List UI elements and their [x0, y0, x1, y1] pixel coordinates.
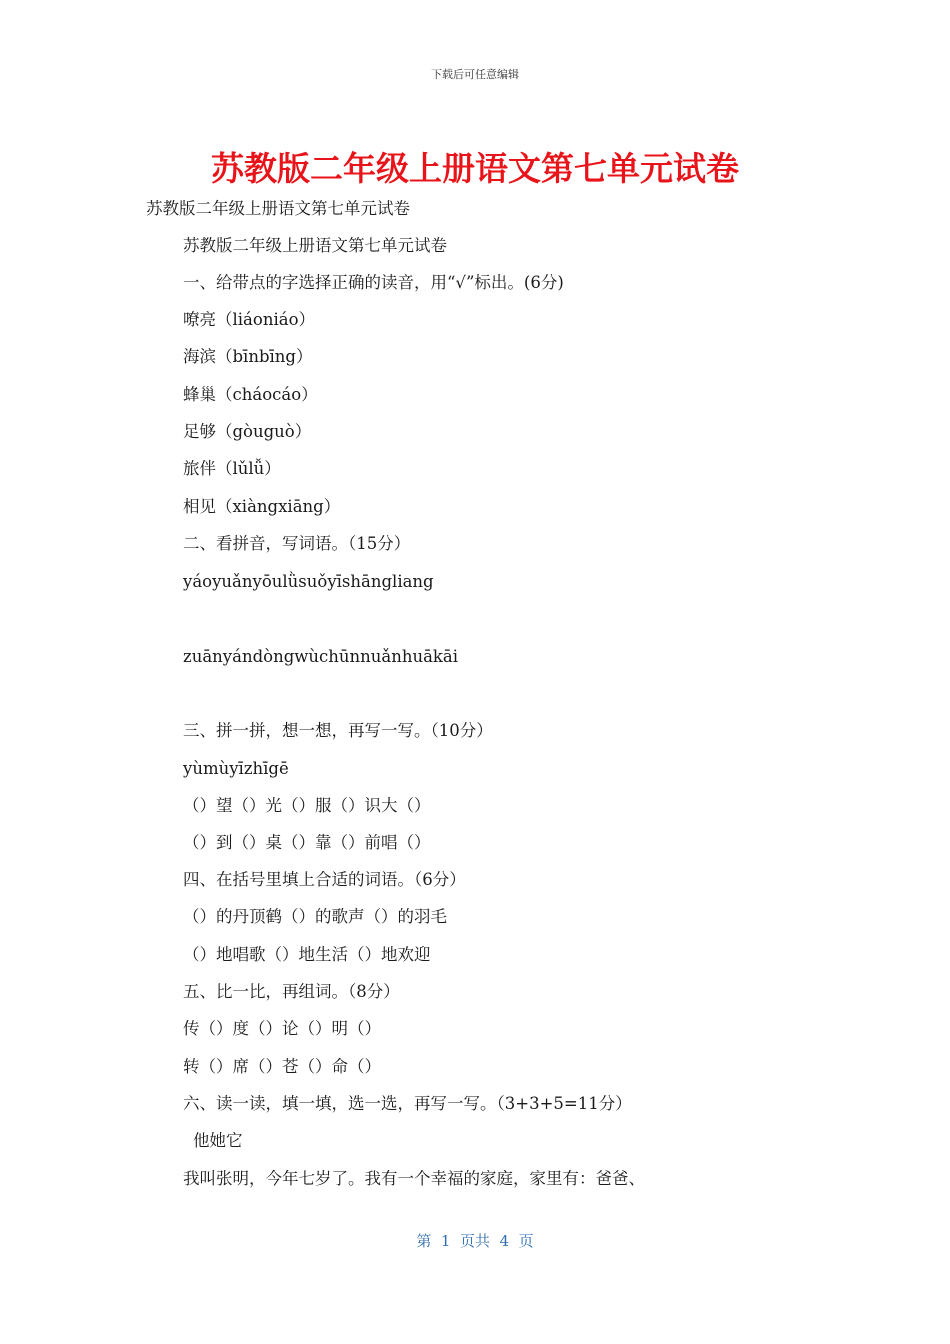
text-line: 他她它 [193, 1131, 243, 1150]
section-heading-4: 四、在括号里填上合适的词语。（6分） [183, 870, 466, 889]
text-line: （）望（）光（）服（）识大（） [183, 796, 431, 815]
text-line: 蜂巢（cháocáo） [183, 385, 318, 404]
text-line: 海滨（bīnbīng） [183, 347, 313, 366]
document-subtitle: 苏教版二年级上册语文第七单元试卷 [146, 199, 410, 218]
text-line: 嘹亮（liáoniáo） [183, 310, 315, 329]
text-line: 旅伴（lǔlǚ） [183, 459, 281, 478]
text-line: （）地唱歌（）地生活（）地欢迎 [183, 945, 431, 964]
text-line: 足够（gòuguò） [183, 422, 312, 441]
text-line: （）的丹顶鹤（）的歌声（）的羽毛 [183, 907, 447, 926]
text-line: 传（）度（）论（）明（） [183, 1019, 381, 1038]
page-footer: 第 1 页共 4 页 [416, 1232, 534, 1250]
header-note: 下载后可任意编辑 [431, 68, 519, 81]
text-line: 相见（xiàngxiāng） [183, 497, 341, 516]
section-heading-2: 二、看拼音，写词语。（15分） [183, 534, 411, 553]
section-heading-3: 三、拼一拼，想一想，再写一写。（10分） [183, 721, 493, 740]
text-line: 我叫张明，今年七岁了。我有一个幸福的家庭，家里有：爸爸、 [183, 1169, 645, 1188]
section-heading-6: 六、读一读，填一填，选一选，再写一写。（3+3+5=11分） [183, 1094, 632, 1113]
section-heading-1: 一、给带点的字选择正确的读音，用“√”标出。(6分) [183, 273, 564, 292]
document-title: 苏教版二年级上册语文第七单元试卷 [211, 149, 739, 188]
text-line: 苏教版二年级上册语文第七单元试卷 [183, 236, 447, 255]
pinyin-line: yáoyuǎnyōulǜsuǒyīshāngliang [183, 572, 434, 591]
pinyin-line: yùmùyīzhīgē [183, 759, 289, 778]
text-line: 转（）席（）苍（）命（） [183, 1057, 381, 1076]
section-heading-5: 五、比一比，再组词。（8分） [183, 982, 400, 1001]
pinyin-line: zuānyándòngwùchūnnuǎnhuākāi [183, 647, 459, 666]
text-line: （）到（）桌（）靠（）前唱（） [183, 833, 431, 852]
